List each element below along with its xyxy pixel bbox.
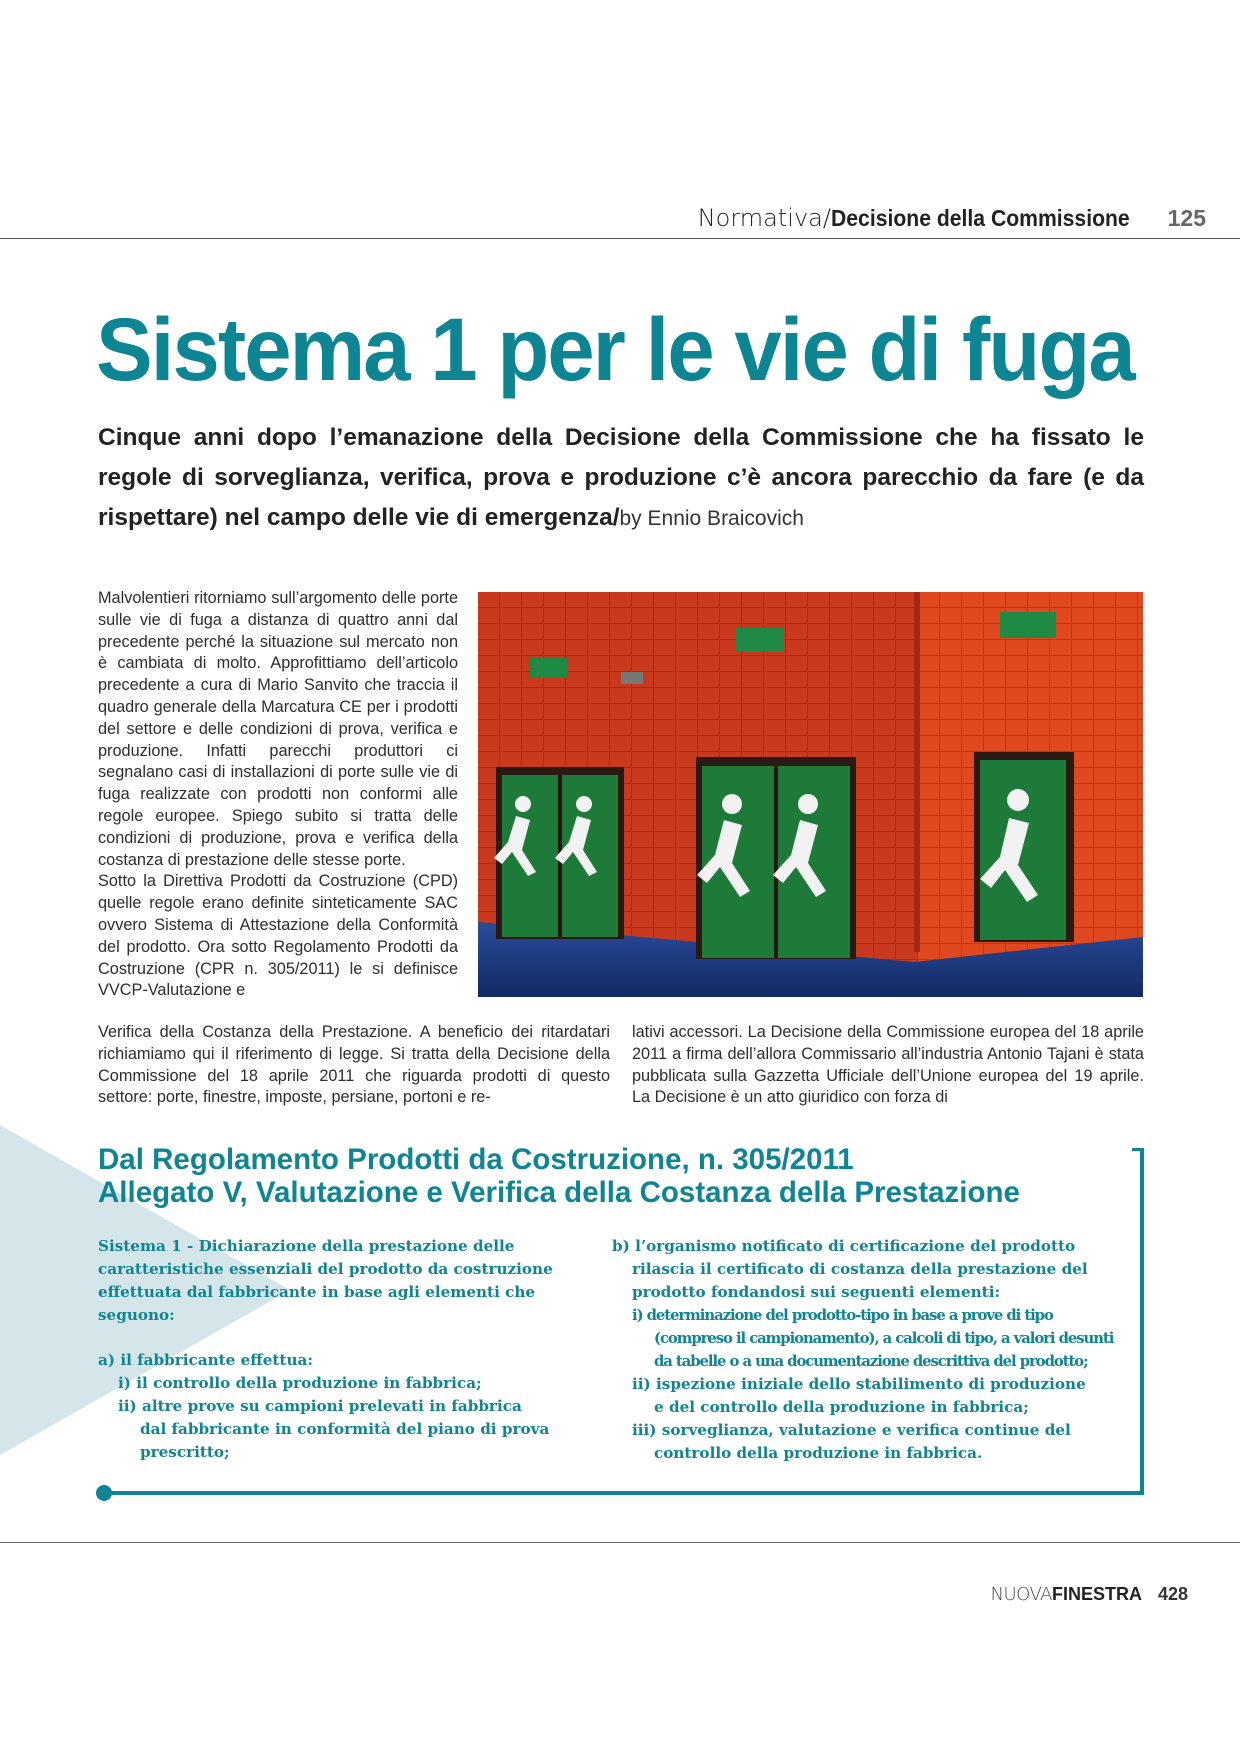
article-column-1 (98, 588, 458, 1002)
header-subsection: Decisione della Commissione (830, 205, 1130, 231)
paragraph: Malvolentieri ritorniamo sull’argomento delle porte sulle vie di fuga a distanza di quattro anni dal precedente perché la situazione sul mercato non è cambiata di molto. Approfittiamo dell’articolo precedente a cura di Mario Sanvito che traccia il quadro generale della Marcatura CE per i prodotti del settore e delle condizioni di prova, verifica e produzione. Infatti parecchi produttori ci segnalano casi di installazioni di porte sulle vie di fuga realizzate con prodotti non conformi alle regole europee. Spiego subito si tratta delle condizioni di produzione, prova e verifica della costanza di prestazione delle stesse porte. (98, 589, 458, 869)
paragraph: lativi accessori. La Decisione della Commissione europea del 18 aprile 2011 a firma dell’allora Commissario all’industria Antonio Tajani è stata pubblicata sulla Gazzetta Ufficiale dell’Unione europea del 19 aprile. La Decisione è un atto giuridico con forza di (632, 1023, 1144, 1107)
list-item: iii) sorveglianza, valutazione e verifica continue del (632, 1421, 1071, 1439)
byline: by Ennio Braicovich (619, 507, 804, 530)
footer-page-number: 428 (1157, 1584, 1188, 1604)
list-item: prodotto fondandosi sui seguenti elementi: (632, 1283, 1001, 1301)
footer (990, 1584, 1188, 1605)
running-header (698, 204, 1206, 232)
article-title: Sistema 1 per le vie di fuga (96, 299, 1134, 399)
article-lead (98, 418, 1144, 539)
list-item: rilascia il certificato di costanza della prestazione del (632, 1260, 1088, 1278)
footer-brand-light: NUOVA (990, 1584, 1052, 1605)
list-item: i) determinazione del prodotto-tipo in base a prove di tipo (632, 1307, 1053, 1324)
footer-rule (0, 1542, 1240, 1543)
list-item: i) il controllo della produzione in fabbrica; (118, 1374, 482, 1392)
footer-brand-bold: FINESTRA (1051, 1584, 1142, 1604)
paragraph: Verifica della Costanza della Prestazione. A beneficio dei ritardatari richiamiamo qui il riferimento di legge. Si tratta della Decisione della Commissione del 18 aprile 2011 che riguarda prodotti di questo settore: porte, finestre, imposte, persiane, portoni e re- (98, 1023, 610, 1107)
article-column-bottom-right (632, 1022, 1144, 1109)
list-item: controllo della produzione in fabbrica. (654, 1444, 983, 1462)
header-rule (0, 238, 1240, 239)
box-column-left (98, 1235, 568, 1464)
list-item: b) l’organismo notificato di certificazione del prodotto (612, 1237, 1076, 1255)
emergency-exits-photo (478, 592, 1143, 997)
list-item: dal fabbricante in conformità del piano di prova (140, 1420, 550, 1438)
box-frame-bottom (104, 1491, 1144, 1495)
exit-doors-illustration (478, 592, 1143, 997)
article-column-bottom-left (98, 1022, 610, 1109)
box-intro: Sistema 1 - Dichiarazione della prestazione delle caratteristiche essenziali del prodotto da costruzione effettuata dal fabbricante in base agli elementi che seguono: (98, 1237, 553, 1324)
lead-text: Cinque anni dopo l’emanazione della Decisione della Commissione che ha fissato le regole di sorveglianza, verifica, prova e produzione c’è ancora parecchio da fare (e da rispettare) nel campo delle vie di emergenza/ (98, 424, 1144, 531)
list-item: da tabelle o a una documentazione descrittiva del prodotto; (654, 1353, 1088, 1370)
box-title-line: Dal Regolamento Prodotti da Costruzione, n. 305/2011 (98, 1143, 854, 1176)
list-item: (compreso il campionamento), a calcoli di tipo, a valori desunti (654, 1330, 1114, 1347)
list-item: e del controllo della produzione in fabbrica; (654, 1398, 1029, 1416)
header-page-number: 125 (1167, 205, 1206, 231)
box-title-line: Allegato V, Valutazione e Verifica della Costanza della Prestazione (98, 1176, 1020, 1209)
box-column-right (612, 1235, 1132, 1465)
list-item: ii) altre prove su campioni prelevati in fabbrica (118, 1397, 522, 1415)
box-frame-dot (96, 1485, 112, 1501)
list-item: prescritto; (140, 1443, 230, 1461)
box-title (98, 1143, 1128, 1209)
box-frame-right (1140, 1150, 1144, 1494)
list-item: ii) ispezione iniziale dello stabilimento di produzione (632, 1375, 1086, 1393)
list-item: a) il fabbricante effettua: (98, 1351, 313, 1369)
header-section: Normativa/ (697, 204, 831, 232)
paragraph: Sotto la Direttiva Prodotti da Costruzione (CPD) quelle regole erano definite sinteticamente SAC ovvero Sistema di Attestazione della Conformità del prodotto. Ora sotto Regolamento Prodotti da Costruzione (CPR n. 305/2011) le si definisce VVCP-Valutazione e (98, 872, 458, 1000)
